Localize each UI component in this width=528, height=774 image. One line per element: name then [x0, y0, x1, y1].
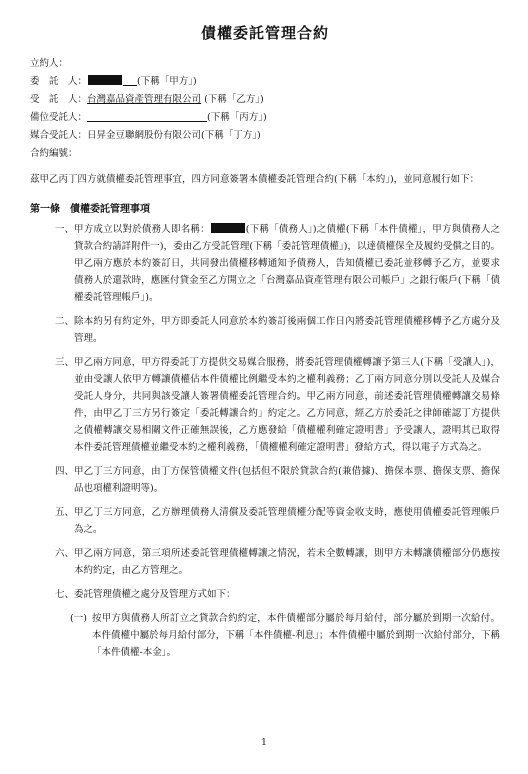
clause-item-4	[30, 463, 500, 497]
clause-text: 甲乙兩方同意，甲方得委託丁方提供交易媒合服務，將委託管理債權轉讓予第三人(下稱「受讓人」)，並由受讓人依甲方轉讓債權佔本件債權比例繼受本約之權利義務；乙丁兩方同意分別以受託人及媒合受託人身分，共同與該受讓人簽署債權委託管理合約。甲乙兩方同意，前述委託管理債權轉讓交易條件，由甲乙丁三方另行簽定「委託轉讓合約」約定之。乙方同意，經乙方於委託之律師確認丁方提供之債權轉讓交易相關文件正確無誤後，乙方應發給「債權權利確定證明書」予受讓人，證明其已取得本件委託管理債權並繼受本約之權利義務，「債權權利確定證明書」發給方式，得以電子方式為之。	[74, 357, 500, 453]
clause-number: 三、	[54, 357, 74, 368]
subclause-number: (一)	[70, 613, 87, 624]
redaction-block	[211, 223, 245, 233]
principal-label: 委 託 人：	[30, 76, 88, 87]
reserve-label: 備位受託人：	[30, 112, 88, 123]
clause-text	[74, 221, 500, 306]
clause-number: 五、	[54, 507, 74, 518]
clause-number: 一、	[54, 224, 74, 235]
agent-suffix: (下稱「乙方」)	[204, 94, 264, 105]
clause-item-7	[30, 586, 500, 603]
clause-number: 六、	[54, 548, 74, 559]
agent-line	[30, 91, 500, 109]
reserve-line	[30, 109, 500, 127]
section-1-title: 第一條 債權委託管理事項	[30, 204, 150, 215]
platform-text: 日昇金豆聯網股份有限公司(下稱「丁方」)	[87, 130, 261, 141]
agent-label: 受 託 人：	[30, 94, 88, 105]
principal-blank	[123, 74, 137, 86]
subclause-text: 按甲方與債務人所訂立之貸款合約約定，本件債權部分屬於每月給付，部分屬於到期一次給付。本件債權中屬於每月給付部分，下稱「本件債權-利息」；本件債權中屬於到期一次給付部分，下稱「本件債權-本金」。	[92, 613, 500, 658]
contract-title: 債權委託管理合約	[200, 24, 329, 42]
clause-text: 甲乙丁三方同意，由丁方保管債權文件(包括但不限於貸款合約(兼借據)、擔保本票、擔保支票、擔保品也項權利證明等)。	[74, 466, 500, 494]
clause-item-3	[30, 354, 500, 456]
reserve-blank	[87, 110, 207, 122]
platform-line	[30, 127, 500, 145]
clause-item-6	[30, 545, 500, 579]
clause-item-5	[30, 504, 500, 538]
principal-suffix: (下稱「甲方」)	[137, 76, 197, 87]
clause-number: 二、	[54, 316, 74, 327]
clause-item-1	[30, 221, 500, 306]
clause-number: 四、	[54, 466, 74, 477]
clause-text-before: 甲方成立以對於債務人即名稱：	[74, 224, 210, 235]
clause-text: 除本約另有約定外，甲方即委託人同意於本約簽訂後兩個工作日內將委託管理債權移轉予乙方處分及管理。	[74, 316, 500, 344]
clause-text-after: (下稱「債務人」)之債權(下稱「本件債權」，甲方與債務人之貸款合約請詳附件一)，委由乙方受託管理(下稱「委託管理債權」)，以達債權保全及履約受償之目的。甲乙兩方應於本約簽訂日，共同發出債權移轉通知予債務人，告知債權已委託並移轉予乙方，並要求債務人於還款時，應匯付貸金至乙方開立之「台灣嘉品資產管理有限公司帳戶」之銀行帳戶(下稱「債權委託管理帳戶」)。	[74, 224, 500, 303]
platform-label: 媒合受託人：	[30, 130, 88, 141]
page-number: 1	[261, 738, 267, 748]
clause-text: 甲乙丁三方同意，乙方辦理債務人清償及委託管理債權分配等資金收支時，應使用債權委託管理帳戶為之。	[74, 507, 500, 535]
subclause-item-1	[70, 610, 500, 661]
principal-line	[30, 73, 500, 91]
contract-number: 合約編號：	[30, 148, 78, 159]
agent-name: 台灣嘉品資產管理有限公司	[87, 94, 202, 105]
reserve-suffix: (下稱「丙方」)	[207, 112, 267, 123]
clause-number: 七、	[54, 589, 74, 600]
intro-paragraph: 茲甲乙丙丁四方就債權委託管理事宜，四方同意簽署本債權委託管理合約(下稱「本約」)，並同意履行如下：	[30, 174, 480, 185]
clause-item-2	[30, 313, 500, 347]
parties-header: 立約人：	[30, 58, 69, 69]
clause-text: 委託管理債權之處分及管理方式如下：	[74, 589, 236, 600]
clause-text: 甲乙兩方同意，第三項所述委託管理債權轉讓之情況，若未全數轉讓，則甲方未轉讓債權部分仍應按本約約定，由乙方管理之。	[74, 548, 500, 576]
redaction-block	[88, 75, 122, 85]
